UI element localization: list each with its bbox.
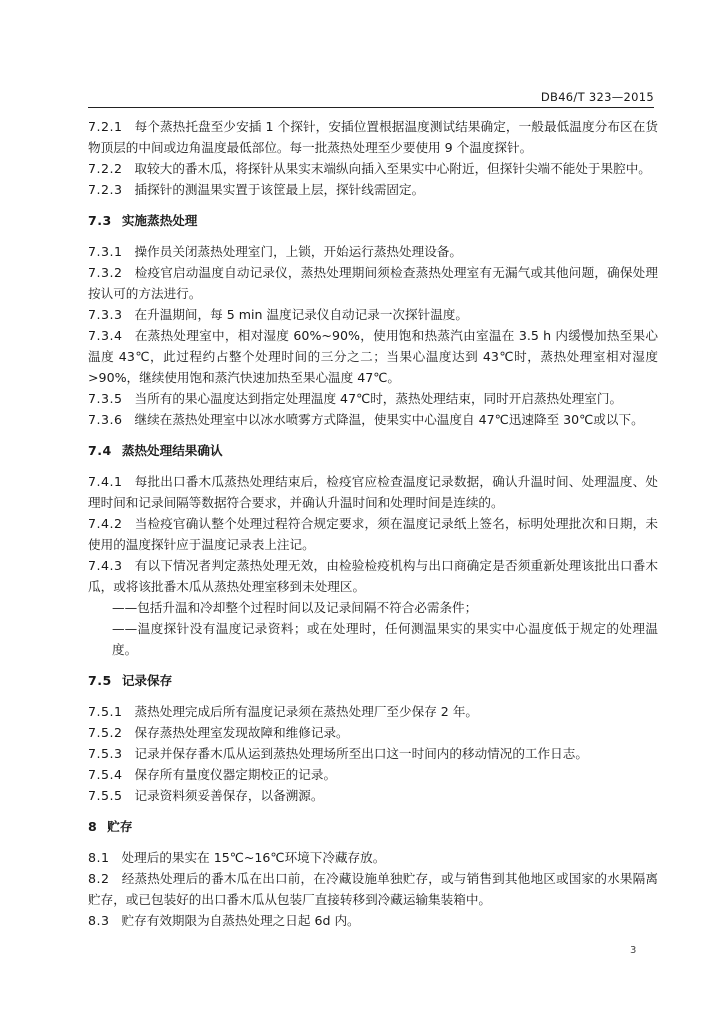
clause-number: 7.5.3	[88, 746, 123, 761]
heading-text: 记录保存	[121, 673, 173, 688]
clause-paragraph	[88, 847, 658, 868]
clause-number: 7.3.1	[88, 244, 123, 259]
clause-number: 7.2.2	[88, 161, 123, 176]
heading-number: 7.5	[88, 673, 112, 688]
clause-paragraph	[88, 304, 658, 325]
clause-text: 保存蒸热处理室发现故障和维修记录。	[134, 725, 349, 740]
clause-paragraph	[88, 910, 658, 931]
clause-paragraph	[88, 471, 658, 513]
clause-paragraph	[88, 409, 658, 430]
clause-paragraph	[88, 868, 658, 910]
clause-paragraph	[88, 116, 658, 158]
clause-text: 贮存有效期限为自蒸热处理之日起 6d 内。	[121, 913, 360, 928]
clause-text: 在升温期间，每 5 min 温度记录仪自动记录一次探针温度。	[134, 307, 468, 322]
heading-text: 贮存	[107, 819, 133, 834]
clause-paragraph	[88, 241, 658, 262]
clause-paragraph	[88, 555, 658, 597]
clause-text: 每个蒸热托盘至少安插 1 个探针，安插位置根据温度测试结果确定，一般最低温度分布区在货物顶层的中间或边角温度最低部位。每一批蒸热处理至少要使用 9 个温度探针。	[88, 119, 658, 155]
document-id: DB46/T 323—2015	[540, 90, 654, 104]
section-gap	[88, 660, 658, 670]
heading-text: 蒸热处理结果确认	[121, 443, 223, 458]
clause-number: 7.4.2	[88, 516, 123, 531]
clause-text: 取较大的番木瓜，将探针从果实末端纵向插入至果实中心附近，但探针尖端不能处于果腔中。	[134, 161, 651, 176]
clause-text: 有以下情况者判定蒸热处理无效，由检验检疫机构与出口商确定是否须重新处理该批出口番木瓜，或将该批番木瓜从蒸热处理室移到未处理区。	[88, 558, 658, 594]
clause-number: 7.4.3	[88, 558, 123, 573]
section-heading	[88, 440, 658, 461]
clause-text: 继续在蒸热处理室中以冰水喷雾方式降温，使果实中心温度自 47℃迅速降至 30℃或以下。	[134, 412, 644, 427]
section-gap	[88, 806, 658, 816]
clause-paragraph	[88, 764, 658, 785]
clause-number: 7.5.5	[88, 788, 123, 803]
clause-text: 经蒸热处理后的番木瓜在出口前，在冷藏设施单独贮存，或与销售到其他地区或国家的水果隔离贮存，或已包装好的出口番木瓜从包装厂直接转移到冷藏运输集装箱中。	[88, 871, 658, 907]
clause-text: 每批出口番木瓜蒸热处理结束后，检疫官应检查温度记录数据，确认升温时间、处理温度、处理时间和记录间隔等数据符合要求，并确认升温时间和处理时间是连续的。	[88, 474, 658, 510]
document-body	[88, 116, 658, 931]
heading-number: 7.3	[88, 213, 112, 228]
clause-text: 保存所有量度仪器定期校正的记录。	[134, 767, 337, 782]
section-gap	[88, 430, 658, 440]
clause-text: 插探针的测温果实置于该筐最上层，探针线需固定。	[134, 182, 425, 197]
clause-text: 处理后的果实在 15℃~16℃环境下冷藏存放。	[121, 850, 386, 865]
clause-paragraph	[88, 262, 658, 304]
header-rule	[88, 107, 654, 108]
clause-paragraph	[88, 179, 658, 200]
clause-number: 7.5.1	[88, 704, 123, 719]
section-gap	[88, 231, 658, 241]
clause-paragraph	[88, 722, 658, 743]
page-number: 3	[630, 945, 637, 956]
clause-text: 蒸热处理完成后所有温度记录须在蒸热处理厂至少保存 2 年。	[134, 704, 479, 719]
heading-text: 实施蒸热处理	[121, 213, 198, 228]
clause-number: 7.2.1	[88, 119, 123, 134]
section-gap	[88, 691, 658, 701]
clause-number: 7.5.2	[88, 725, 123, 740]
clause-number: 8.2	[88, 871, 110, 886]
clause-number: 7.3.5	[88, 391, 123, 406]
section-gap	[88, 200, 658, 210]
dash-list-item: ——温度探针没有温度记录资料；或在处理时，任何测温果实的果实中心温度低于规定的处理温度。	[112, 621, 658, 657]
clause-text: 操作员关闭蒸热处理室门，上锁，开始运行蒸热处理设备。	[134, 244, 462, 259]
clause-text: 当所有的果心温度达到指定处理温度 47℃时，蒸热处理结束，同时开启蒸热处理室门。	[134, 391, 623, 406]
clause-paragraph	[88, 785, 658, 806]
clause-text: 在蒸热处理室中，相对湿度 60%~90%，使用饱和热蒸汽由室温在 3.5 h 内缓慢加热至果心温度 43℃，此过程约占整个处理时间的三分之二；当果心温度达到 43℃时，蒸热处理室相对湿度>90%，继续使用饱和蒸汽快速加热至果心温度 47℃。	[88, 328, 658, 385]
heading-number: 7.4	[88, 443, 112, 458]
clause-number: 7.3.2	[88, 265, 123, 280]
clause-number: 7.3.6	[88, 412, 123, 427]
clause-paragraph	[88, 325, 658, 388]
clause-text: 检疫官启动温度自动记录仪，蒸热处理期间须检查蒸热处理室有无漏气或其他问题，确保处理按认可的方法进行。	[88, 265, 658, 301]
clause-paragraph	[88, 158, 658, 179]
clause-paragraph	[88, 701, 658, 722]
clause-text: 记录资料须妥善保存，以备溯源。	[134, 788, 324, 803]
clause-text: 记录并保存番木瓜从运到蒸热处理场所至出口这一时间内的移动情况的工作日志。	[134, 746, 588, 761]
section-heading	[88, 816, 658, 837]
clause-number: 8.3	[88, 913, 110, 928]
clause-paragraph	[88, 388, 658, 409]
section-gap	[88, 461, 658, 471]
clause-number: 7.5.4	[88, 767, 123, 782]
clause-text: 当检疫官确认整个处理过程符合规定要求，须在温度记录纸上签名，标明处理批次和日期，未使用的温度探针应于温度记录表上注记。	[88, 516, 658, 552]
clause-number: 7.3.3	[88, 307, 123, 322]
section-gap	[88, 837, 658, 847]
clause-number: 7.3.4	[88, 328, 123, 343]
heading-number: 8	[88, 819, 98, 834]
clause-paragraph	[88, 513, 658, 555]
clause-paragraph	[88, 743, 658, 764]
section-heading	[88, 210, 658, 231]
clause-number: 7.4.1	[88, 474, 123, 489]
clause-number: 7.2.3	[88, 182, 123, 197]
section-heading	[88, 670, 658, 691]
clause-number: 8.1	[88, 850, 110, 865]
dash-list-item: ——包括升温和冷却整个过程时间以及记录间隔不符合必需条件；	[112, 600, 478, 615]
